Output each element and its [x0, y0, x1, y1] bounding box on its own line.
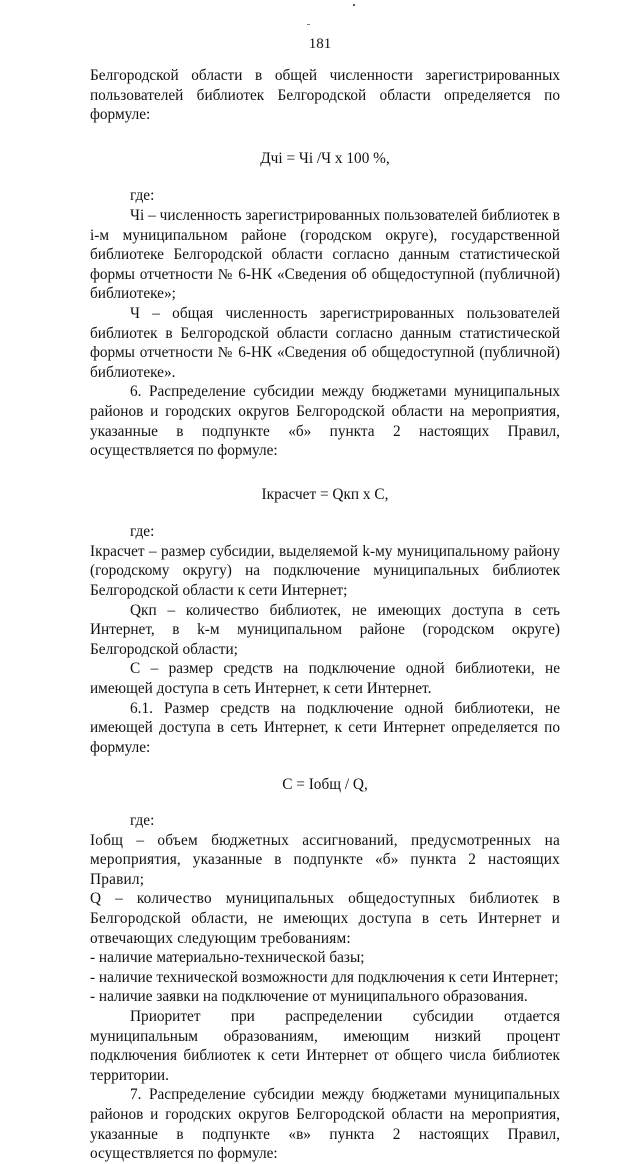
definition-chi: Чi – численность зарегистрированных пользователей библиотек в i-м муниципальном районе (городском округе), государственной библиотеке Белгородской области согласно данным статистической формы отчетности № 6-НК «Сведения об общедоступной (публичной) библиотеке»; — [90, 206, 560, 303]
requirement-item: - наличие материально-технической базы; — [90, 949, 365, 967]
definition-q-kp: Qкп – количество библиотек, не имеющих доступа в сеть Интернет, в k-м муниципальном районе (городском округе) Белгородской области; — [90, 601, 560, 658]
definition-c: С – размер средств на подключение одной библиотеки, не имеющей доступа в сеть Интернет, к сети Интернет. — [90, 660, 560, 698]
requirement-item: - наличие технической возможности для подключения к сети Интернет; — [90, 968, 559, 986]
scan-speck — [353, 4, 355, 6]
definition-i-raschet: Iкрасчет – размер субсидии, выделяемой k-му муниципальному району (городскому округу) на подключение муниципальных библиотек Белгородской области к сети Интернет; — [90, 542, 560, 600]
where-label: где: — [130, 187, 155, 205]
where-label: где: — [130, 523, 155, 541]
requirement-item: - наличие заявки на подключение от муниципального образования. — [90, 988, 528, 1006]
paragraph-7: 7. Распределение субсидии между бюджетами муниципальных районов и городских округов Белгородской области на мероприятия, указанные в подпункте «в» пункта 2 настоящих Правил, осуществляется по формуле: — [90, 1086, 560, 1163]
formula-subsidy: Iкрасчет = Qкп х С, — [261, 485, 389, 503]
scan-speck — [307, 24, 310, 25]
formula-cost: С = Iобщ / Q, — [282, 776, 368, 794]
paragraph-6: 6. Распределение субсидии между бюджетами муниципальных районов и городских округов Белгородской области на мероприятия, указанные в подпункте «б» пункта 2 настоящих Правил, осуществляется по формуле: — [90, 383, 560, 460]
definition-q: Q – количество муниципальных общедоступных библиотек в Белгородской области, не имеющих доступа в сеть Интернет и отвечающих следующим требованиям: — [90, 890, 560, 947]
paragraph-6-1: 6.1. Размер средств на подключение одной библиотеки, не имеющей доступа в сеть Интернет, к сети Интернет определяется по формуле: — [90, 699, 560, 756]
intro-paragraph: Белгородской области в общей численности зарегистрированных пользователей библиотек Белгородской области определяется по формуле: — [90, 67, 560, 124]
priority-paragraph: Приоритет при распределении субсидии отдается муниципальным образованиям, имеющим низкий процент подключения библиотек к сети Интернет от общего числа библиотек территории. — [90, 1007, 560, 1084]
document-body — [90, 66, 560, 1164]
definition-i-obsh: Iобщ – объем бюджетных ассигнований, предусмотренных на мероприятия, указанные в подпункте «б» пункта 2 настоящих Правил; — [90, 831, 560, 888]
definition-ch: Ч – общая численность зарегистрированных пользователей библиотек в Белгородской области согласно данным статистической формы отчетности № 6-НК «Сведения об общедоступной (публичной) библиотеке». — [90, 304, 560, 381]
formula-share: Дчi = Чi /Ч х 100 %, — [260, 149, 390, 167]
where-label: где: — [130, 812, 155, 829]
page-number: 181 — [308, 36, 332, 52]
